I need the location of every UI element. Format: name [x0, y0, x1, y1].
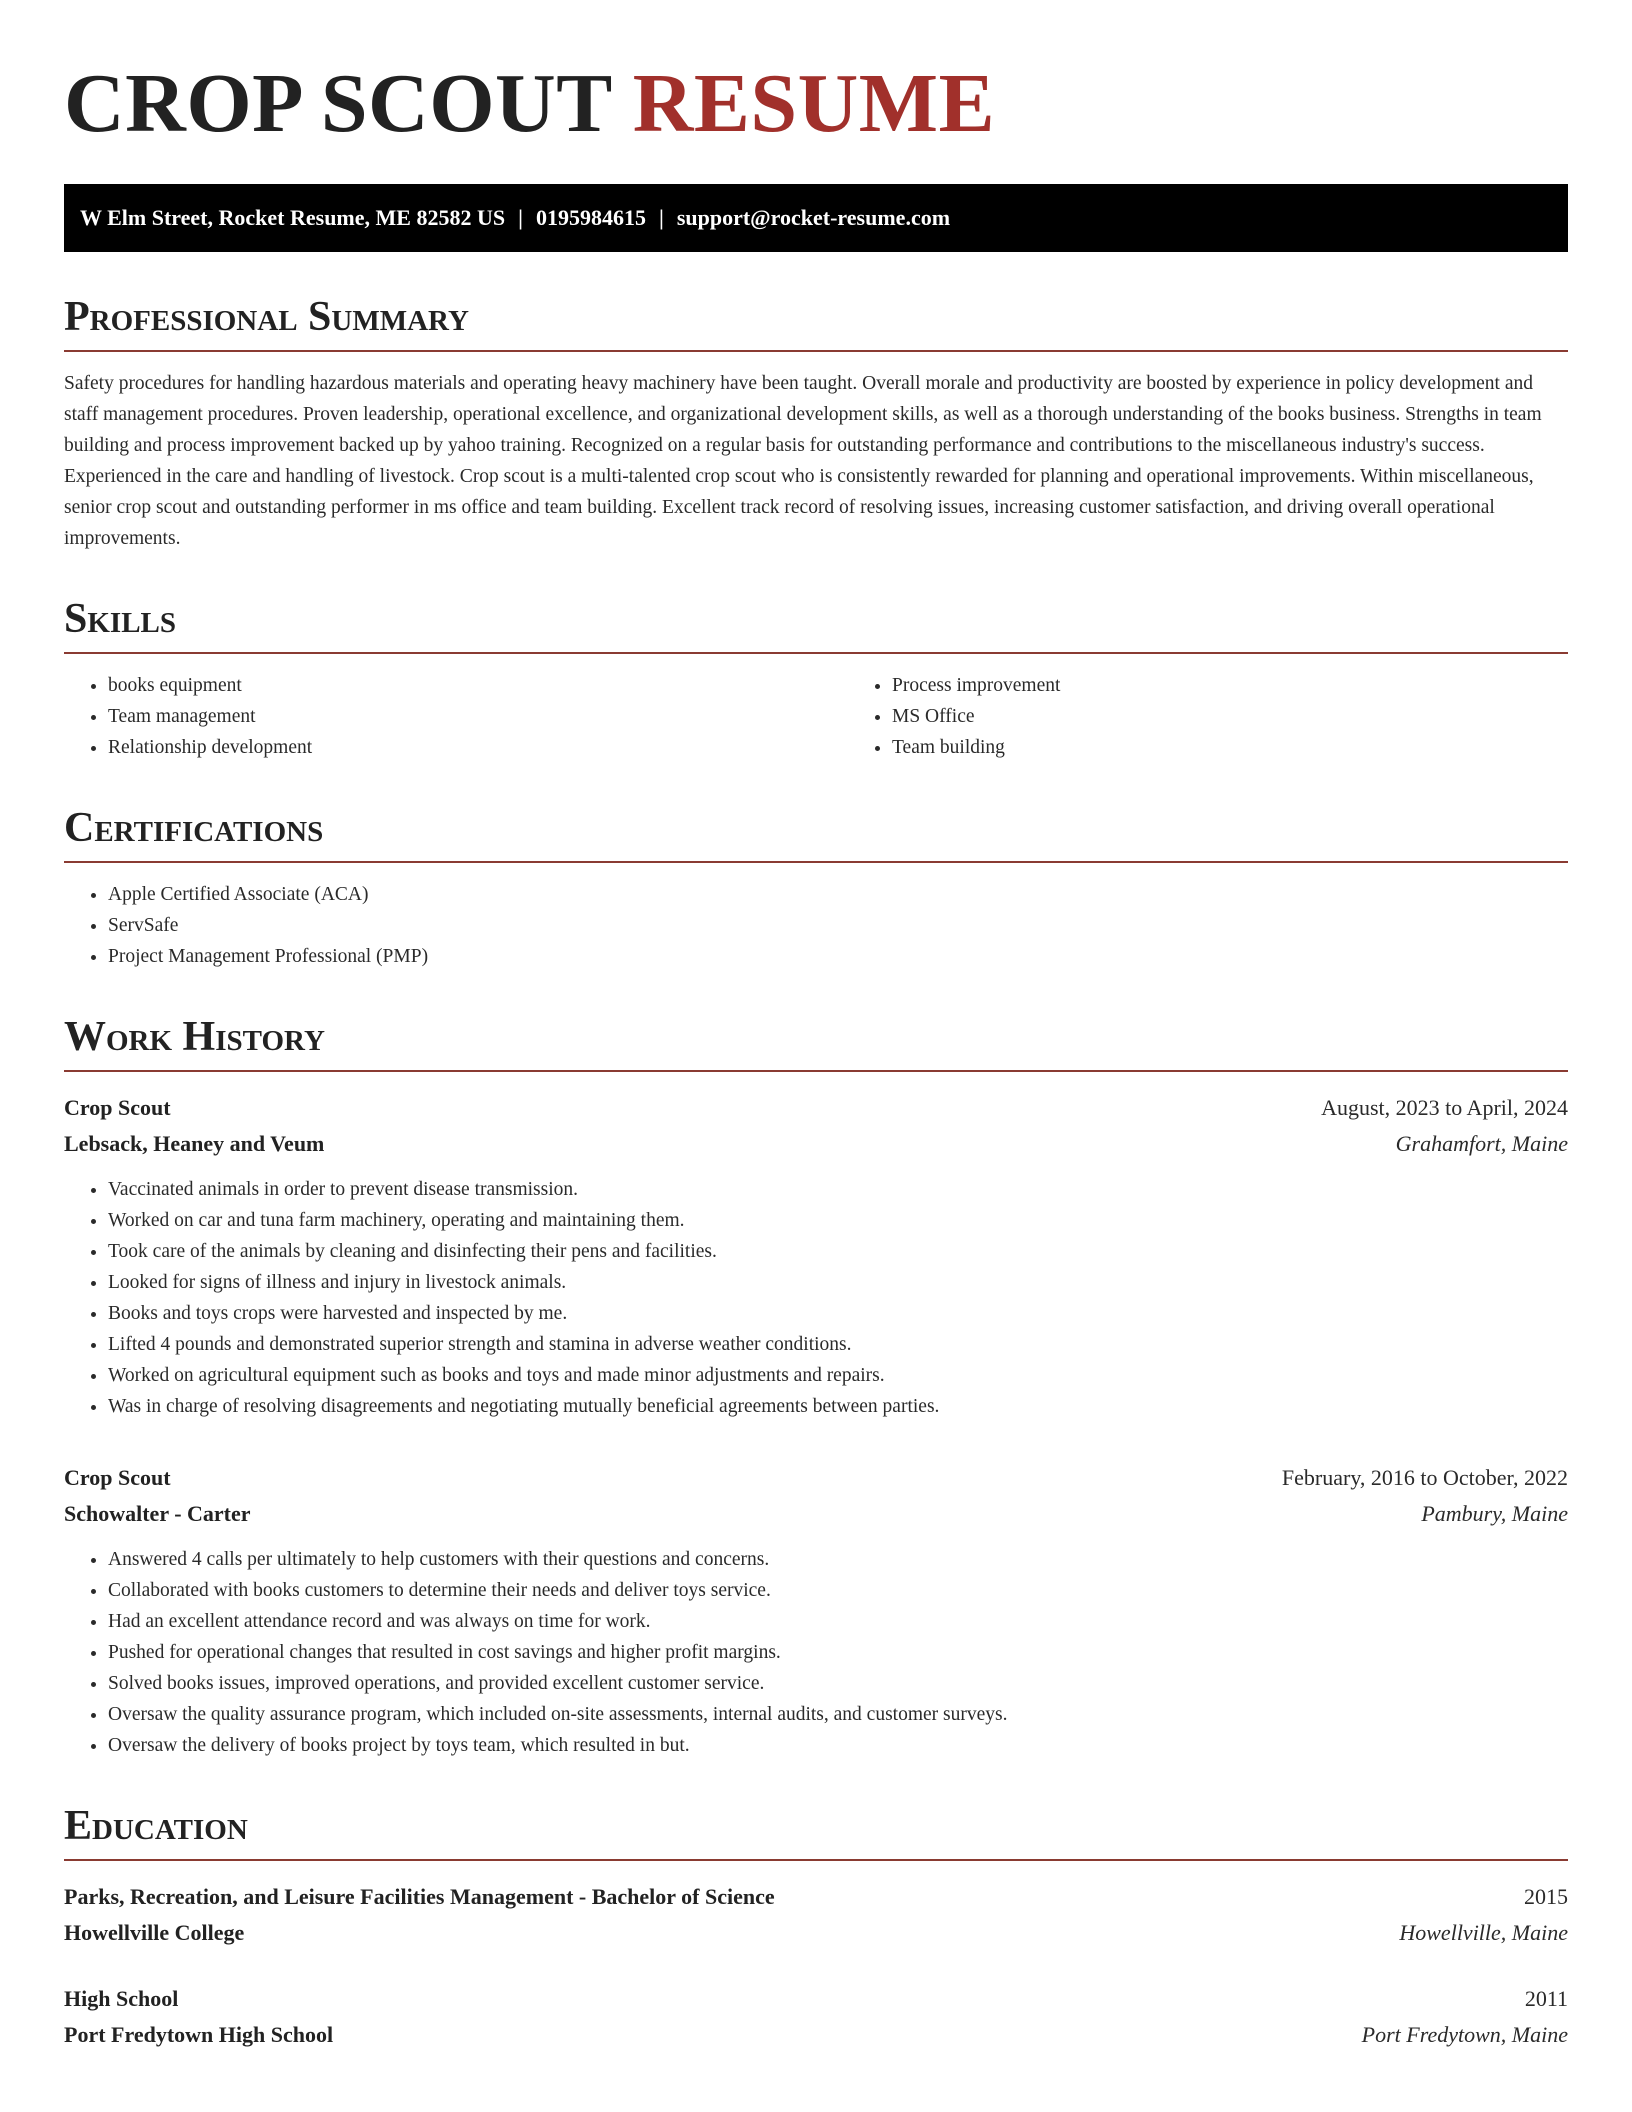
job-company: Lebsack, Heaney and Veum: [64, 1131, 325, 1156]
job-role: Crop Scout: [64, 1465, 171, 1490]
work-history-section: [64, 1012, 1568, 1761]
job-duty: • Was in charge of resolving disagreements and negotiating mutually beneficial agreements between parties.: [108, 1391, 1568, 1422]
summary-section: [64, 292, 1568, 554]
job-entry: [64, 1460, 1568, 1761]
job-location: Grahamfort, Maine: [1395, 1131, 1568, 1156]
education-degree-row: [64, 1981, 1568, 2017]
education-school-row: [64, 2017, 1568, 2053]
job-duty: • Vaccinated animals in order to prevent disease transmission.: [108, 1174, 1568, 1205]
job-duty: • Worked on car and tuna farm machinery, operating and maintaining them.: [108, 1205, 1568, 1236]
job-dates: February, 2016 to October, 2022: [1281, 1465, 1568, 1490]
contact-separator: |: [658, 205, 664, 230]
contact-separator: |: [518, 205, 523, 230]
title-accent: RESUME: [632, 57, 996, 150]
skills-list-right: [848, 670, 1632, 763]
job-company: Schowalter - Carter: [64, 1501, 251, 1526]
education-heading: Education: [64, 1801, 1568, 1861]
certification-item: • Project Management Professional (PMP): [108, 941, 1568, 972]
job-duty: • Collaborated with books customers to determine their needs and deliver toys service.: [108, 1575, 1568, 1606]
certification-item: • ServSafe: [108, 910, 1568, 941]
certifications-list: [64, 879, 1568, 972]
contact-bar: [64, 184, 1568, 252]
education-location: Howellville, Maine: [1399, 1920, 1568, 1945]
job-dates: August, 2023 to April, 2024: [1321, 1095, 1568, 1120]
job-duty: • Had an excellent attendance record and was always on time for work.: [108, 1606, 1568, 1637]
education-degree: High School: [64, 1986, 179, 2011]
job-duty: • Lifted 4 pounds and demonstrated superior strength and stamina in adverse weather conditions.: [108, 1329, 1568, 1360]
job-duty: • Worked on agricultural equipment such as books and toys and made minor adjustments and repairs.: [108, 1360, 1568, 1391]
job-header-row: [64, 1090, 1568, 1126]
job-company-row: [64, 1126, 1568, 1162]
job-company-row: [64, 1496, 1568, 1532]
education-degree-row: [64, 1879, 1568, 1915]
resume-title: [64, 0, 1568, 150]
education-degree: Parks, Recreation, and Leisure Facilities Management - Bachelor of Science: [64, 1884, 775, 1909]
job-header-row: [64, 1460, 1568, 1496]
job-location: Pambury, Maine: [1421, 1501, 1568, 1526]
education-entry: [64, 1981, 1568, 2053]
job-duty: • Solved books issues, improved operations, and provided excellent customer service.: [108, 1668, 1568, 1699]
job-entry: [64, 1090, 1568, 1422]
skill-item: • MS Office: [892, 701, 1632, 732]
certifications-section: [64, 803, 1568, 972]
skills-section: [64, 594, 1568, 763]
education-year: 2015: [1524, 1884, 1568, 1909]
title-name: CROP SCOUT: [64, 57, 612, 150]
summary-heading: Professional Summary: [64, 292, 1568, 352]
education-school-row: [64, 1915, 1568, 1951]
job-duty: • Pushed for operational changes that resulted in cost savings and higher profit margins.: [108, 1637, 1568, 1668]
education-location: Port Fredytown, Maine: [1361, 2022, 1568, 2047]
summary-text: Safety procedures for handling hazardous materials and operating heavy machinery have been taught. Overall morale and productivity are boosted by experience in policy development and staff management procedures. Proven leadership, operational excellence, and organizational development skills, as well as a thorough understanding of the books business. Strengths in team building and process improvement backed up by yahoo training. Recognized on a regular basis for outstanding performance and contributions to the miscellaneous industry's success. Experienced in the care and handling of livestock. Crop scout is a multi-talented crop scout who is consistently rewarded for planning and operational improvements. Within miscellaneous, senior crop scout and outstanding performer in ms office and team building. Excellent track record of resolving issues, increasing customer satisfaction, and driving overall operational improvements.: [64, 373, 1542, 549]
resume-page: [64, 0, 1568, 2053]
job-duty: • Books and toys crops were harvested and inspected by me.: [108, 1298, 1568, 1329]
education-entry: [64, 1879, 1568, 1951]
job-duty: • Answered 4 calls per ultimately to help customers with their questions and concerns.: [108, 1544, 1568, 1575]
skills-list-left: [64, 670, 848, 763]
certification-item: • Apple Certified Associate (ACA): [108, 879, 1568, 910]
skill-item: • Team management: [108, 701, 848, 732]
skill-item: • Team building: [892, 732, 1632, 763]
skill-item: • Process improvement: [892, 670, 1632, 701]
job-duties-list: [64, 1174, 1568, 1422]
skill-item: • books equipment: [108, 670, 848, 701]
education-section: [64, 1801, 1568, 2053]
contact-address: W Elm Street, Rocket Resume, ME 82582 US: [80, 205, 506, 230]
certifications-heading: Certifications: [64, 803, 1568, 863]
contact-email[interactable]: support@rocket-resume.com: [676, 205, 951, 230]
skill-item: • Relationship development: [108, 732, 848, 763]
job-duties-list: [64, 1544, 1568, 1761]
education-school: Port Fredytown High School: [64, 2022, 334, 2047]
work-history-heading: Work History: [64, 1012, 1568, 1072]
job-duty: • Oversaw the quality assurance program, which included on-site assessments, internal audits, and customer surveys.: [108, 1699, 1568, 1730]
skills-heading: Skills: [64, 594, 1568, 654]
skills-columns: [64, 670, 1568, 763]
job-role: Crop Scout: [64, 1095, 171, 1120]
job-duty: • Looked for signs of illness and injury in livestock animals.: [108, 1267, 1568, 1298]
job-duty: • Oversaw the delivery of books project by toys team, which resulted in but.: [108, 1730, 1568, 1761]
job-duty: • Took care of the animals by cleaning and disinfecting their pens and facilities.: [108, 1236, 1568, 1267]
education-school: Howellville College: [64, 1920, 245, 1945]
education-year: 2011: [1524, 1986, 1568, 2011]
contact-phone: 0195984615: [535, 205, 646, 230]
